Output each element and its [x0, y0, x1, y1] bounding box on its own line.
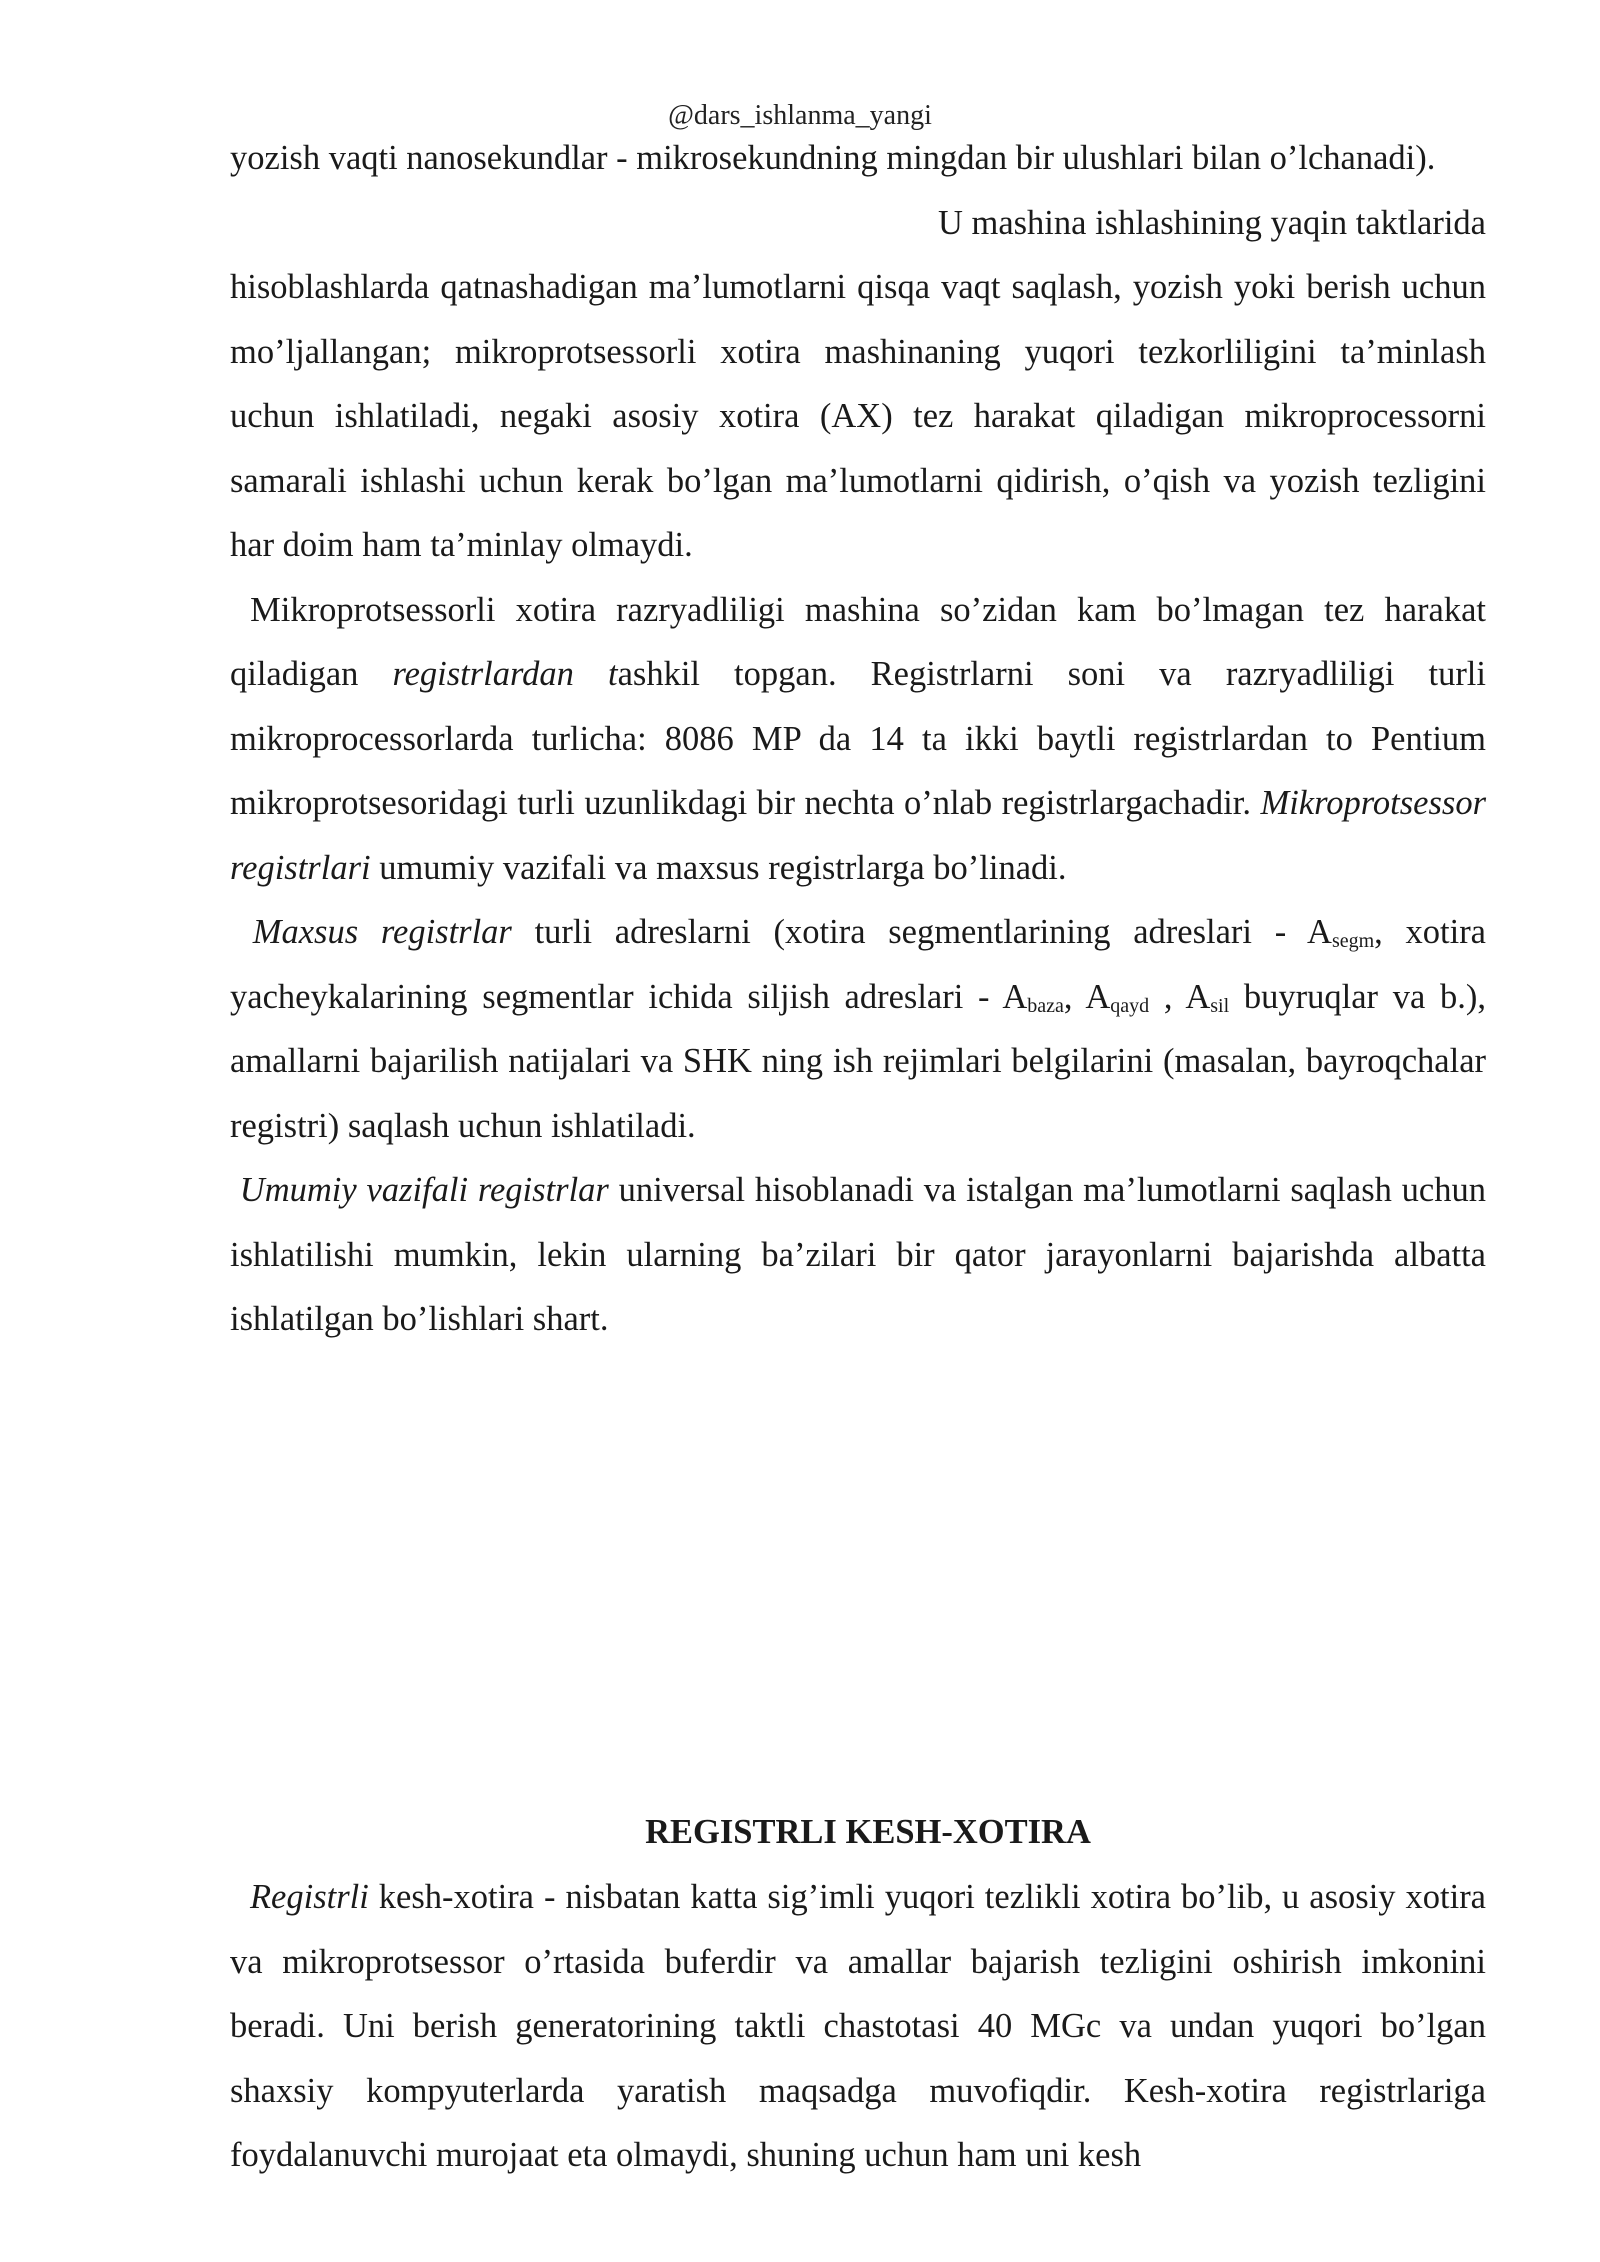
watermark: @dars_ishlanma_yangi — [668, 100, 932, 131]
subscript-sil: sil — [1210, 994, 1230, 1017]
paragraph-3-italic-1: registrlardan t — [392, 655, 618, 693]
paragraph-3-text-2: ashkil topgan. Registrlarni soni va razryadliligi turli mikroprocessorlarda turlicha: 8086 MP da 14 ta ikki baytli registrlardan to Pentium mikroprotsesoridagi turli uzunlikdagi bir nechta o’nlab registrlargachadir. — [230, 655, 1486, 822]
paragraph-5-italic: Umumiy vazifali registrlar — [239, 1171, 609, 1209]
subscript-segm: segm — [1331, 930, 1375, 952]
text-block-top — [230, 126, 1486, 1352]
paragraph-2 — [230, 255, 1486, 578]
paragraph-4-text-2: , xotira yacheykalarining segmentlar ichida siljish adreslari - A — [230, 913, 1486, 1016]
paragraph-6 — [230, 1865, 1486, 2188]
paragraph-3-text-1: Mikroprotsessorli xotira razryadliligi mashina so’zidan kam bo’lmagan tez harakat qiladigan — [230, 590, 1487, 693]
subscript-baza: baza — [1027, 994, 1064, 1017]
paragraph-1-text: yozish vaqti nanosekundlar - mikrosekundning mingdan bir ulushlari bilan o’lchanadi). — [230, 139, 1436, 177]
paragraph-4-text-4: , A — [1149, 977, 1211, 1016]
section-heading: REGISTRLI KESH-XOTIRA — [645, 1813, 1091, 1851]
paragraph-6-italic: Registrli — [249, 1878, 369, 1916]
paragraph-2-text: hisoblashlarda qatnashadigan ma’lumotlarni qisqa vaqt saqlash, yozish yoki berish uchun mo’ljallangan; mikroprotsessorli xotira mashinaning yuqori tezkorliligini ta’minlash uchun ishlatiladi, negaki asosiy xotira (AX) tez harakat qiladigan mikroprocessorni samarali ishlashi uchun kerak bo’lgan ma’lumotlarni qidirish, o’qish va yozish tezligini har doim ham ta’minlay olmaydi. — [230, 268, 1486, 564]
text-block-bottom — [230, 1865, 1486, 2188]
subscript-qayd: qayd — [1110, 994, 1150, 1017]
paragraph-1 — [230, 126, 1486, 191]
paragraph-6-text: kesh-xotira - nisbatan katta sig’imli yuqori tezlikli xotira bo’lib, u asosiy xotira va mikroprotsessor o’rtasida buferdir va amallar bajarish tezligini oshirish imkonini beradi. Uni berish generatorining taktli chastotasi 40 MGc va undan yuqori bo’lgan shaxsiy kompyuterlarda yaratish maqsadga muvofiqdir. Kesh-xotira registrlariga foydalanuvchi murojaat eta olmaydi, shuning uchun ham uni kesh — [230, 1878, 1486, 2174]
paragraph-3-text-3: umumiy vazifali va maxsus registrlarga bo’linadi. — [370, 848, 1067, 887]
paragraph-4-text-5: buyruqlar va b.), amallarni bajarilish natijalari va SHK ning ish rejimlari belgilarini (masalan, bayroqchalar registri) saqlash uchun ishlatiladi. — [230, 977, 1487, 1145]
paragraph-4-italic: Maxsus registrlar — [252, 913, 512, 951]
paragraph-4-text-1: turli adreslarni (xotira segmentlarining adreslari - A — [511, 913, 1332, 951]
paragraph-3-italic-2: Mikroprotsessor registrlari — [230, 784, 1486, 887]
paragraph-3 — [230, 578, 1486, 901]
paragraph-5-text: universal hisoblanadi va istalgan ma’lumotlarni saqlash uchun ishlatilishi mumkin, lekin ularning ba’zilari bir qator jarayonlarni bajarishda albatta ishlatilgan bo’lishlari shart. — [230, 1171, 1486, 1338]
paragraph-4 — [230, 900, 1486, 1158]
paragraph-2-first-line-text: U mashina ishlashining yaqin taktlarida — [937, 203, 1486, 242]
paragraph-2-first-line — [230, 191, 1486, 256]
paragraph-5 — [230, 1158, 1486, 1352]
paragraph-4-text-3: , A — [1063, 977, 1111, 1016]
